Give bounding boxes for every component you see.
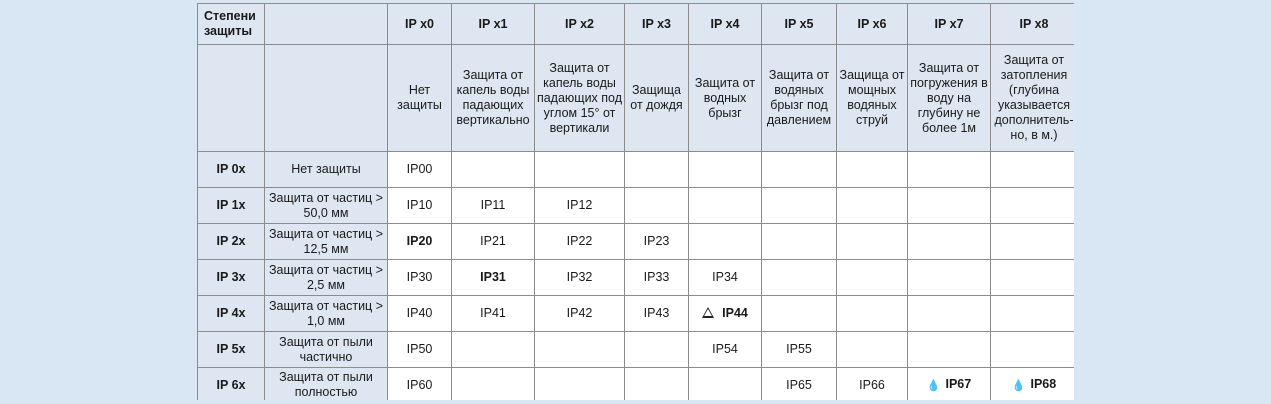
- col-desc-x8: Защита от затопления (глубина указывается дополнитель-но, в м.): [991, 45, 1075, 152]
- empty-cell: [535, 332, 625, 368]
- row-label: IP 5x: [198, 332, 265, 368]
- cell-ip23: IP23: [625, 224, 689, 260]
- header-row: [198, 4, 1075, 45]
- cell-ip31: IP31: [452, 260, 535, 296]
- table-row: [198, 260, 1075, 296]
- empty-cell: [625, 152, 689, 188]
- row-desc: Защита от пыли частично: [265, 332, 388, 368]
- cell-ip40: IP40: [388, 296, 452, 332]
- cell-ip60: IP60: [388, 368, 452, 401]
- empty-cell: [991, 332, 1075, 368]
- table-row: [198, 152, 1075, 188]
- table-row: [198, 332, 1075, 368]
- cell-ip34: IP34: [689, 260, 762, 296]
- empty-cell: [689, 188, 762, 224]
- col-desc-x0: Нет защиты: [388, 45, 452, 152]
- cell-ip68: [991, 368, 1075, 401]
- description-row: [198, 45, 1075, 152]
- row-label: IP 0x: [198, 152, 265, 188]
- row-desc: Защита от частиц > 12,5 мм: [265, 224, 388, 260]
- col-header-x4: IP x4: [689, 4, 762, 45]
- cell-ip67-label: IP67: [945, 376, 972, 391]
- row-label: IP 2x: [198, 224, 265, 260]
- empty-cell: [689, 224, 762, 260]
- table-row: [198, 224, 1075, 260]
- empty-cell: [762, 260, 837, 296]
- row-label: IP 4x: [198, 296, 265, 332]
- cell-ip11: IP11: [452, 188, 535, 224]
- cell-ip68-label: IP68: [1030, 376, 1057, 391]
- table-row: [198, 296, 1075, 332]
- empty-cell: [837, 224, 908, 260]
- ip-rating-table: [197, 3, 1074, 400]
- blank-header: [265, 4, 388, 45]
- blank-desc-1: [198, 45, 265, 152]
- cell-ip54: IP54: [689, 332, 762, 368]
- cell-ip44: [689, 296, 762, 332]
- empty-cell: [837, 296, 908, 332]
- cell-ip66: IP66: [837, 368, 908, 401]
- empty-cell: [762, 188, 837, 224]
- cell-ip20: IP20: [388, 224, 452, 260]
- col-header-x6: IP x6: [837, 4, 908, 45]
- cell-ip50: IP50: [388, 332, 452, 368]
- water-drops-icon: 💧: [1011, 379, 1025, 392]
- empty-cell: [991, 296, 1075, 332]
- col-header-x3: IP x3: [625, 4, 689, 45]
- cell-ip22: IP22: [535, 224, 625, 260]
- empty-cell: [837, 152, 908, 188]
- empty-cell: [837, 332, 908, 368]
- empty-cell: [689, 368, 762, 401]
- col-header-x5: IP x5: [762, 4, 837, 45]
- empty-cell: [908, 224, 991, 260]
- empty-cell: [991, 224, 1075, 260]
- cell-ip67: [908, 368, 991, 401]
- table-row: [198, 188, 1075, 224]
- table-row: [198, 368, 1075, 401]
- col-desc-x7: Защита от погружения в воду на глубину не более 1м: [908, 45, 991, 152]
- row-desc: Защита от пыли полностью: [265, 368, 388, 401]
- col-header-x2: IP x2: [535, 4, 625, 45]
- cell-ip65: IP65: [762, 368, 837, 401]
- empty-cell: [452, 152, 535, 188]
- cell-ip44-label: IP44: [722, 306, 748, 320]
- col-header-x7: IP x7: [908, 4, 991, 45]
- warning-triangle-icon: [702, 307, 714, 318]
- cell-ip21: IP21: [452, 224, 535, 260]
- col-desc-x5: Защита от водяных брызг под давлением: [762, 45, 837, 152]
- col-desc-x4: Защита от водных брызг: [689, 45, 762, 152]
- empty-cell: [689, 152, 762, 188]
- cell-ip12: IP12: [535, 188, 625, 224]
- col-desc-x2: Защита от капель воды падающих под углом 15° от вертикали: [535, 45, 625, 152]
- empty-cell: [837, 188, 908, 224]
- row-desc: Защита от частиц > 50,0 мм: [265, 188, 388, 224]
- col-desc-x1: Защита от капель воды падающих вертикально: [452, 45, 535, 152]
- ip-rating-table-frame: [197, 3, 1074, 400]
- empty-cell: [625, 188, 689, 224]
- row-label: IP 6x: [198, 368, 265, 401]
- empty-cell: [991, 260, 1075, 296]
- empty-cell: [535, 368, 625, 401]
- empty-cell: [762, 296, 837, 332]
- col-header-x0: IP x0: [388, 4, 452, 45]
- empty-cell: [762, 152, 837, 188]
- empty-cell: [908, 260, 991, 296]
- cell-ip41: IP41: [452, 296, 535, 332]
- water-drops-icon: 💧: [926, 379, 940, 392]
- cell-ip32: IP32: [535, 260, 625, 296]
- empty-cell: [908, 152, 991, 188]
- empty-cell: [625, 332, 689, 368]
- row-label: IP 3x: [198, 260, 265, 296]
- empty-cell: [908, 188, 991, 224]
- cell-ip00: IP00: [388, 152, 452, 188]
- blank-desc-2: [265, 45, 388, 152]
- col-desc-x3: Защищa от дождя: [625, 45, 689, 152]
- empty-cell: [991, 152, 1075, 188]
- empty-cell: [908, 332, 991, 368]
- cell-ip43: IP43: [625, 296, 689, 332]
- empty-cell: [908, 296, 991, 332]
- empty-cell: [991, 188, 1075, 224]
- empty-cell: [762, 224, 837, 260]
- empty-cell: [452, 368, 535, 401]
- corner-header: Степени защиты: [198, 4, 265, 45]
- cell-ip10: IP10: [388, 188, 452, 224]
- row-desc: Защита от частиц > 2,5 мм: [265, 260, 388, 296]
- empty-cell: [625, 368, 689, 401]
- col-header-x8: IP x8: [991, 4, 1075, 45]
- cell-ip55: IP55: [762, 332, 837, 368]
- col-header-x1: IP x1: [452, 4, 535, 45]
- row-desc: Нет защиты: [265, 152, 388, 188]
- empty-cell: [535, 152, 625, 188]
- cell-ip33: IP33: [625, 260, 689, 296]
- col-desc-x6: Защищa от мощных водяных струй: [837, 45, 908, 152]
- cell-ip30: IP30: [388, 260, 452, 296]
- cell-ip42: IP42: [535, 296, 625, 332]
- empty-cell: [837, 260, 908, 296]
- empty-cell: [452, 332, 535, 368]
- row-label: IP 1x: [198, 188, 265, 224]
- row-desc: Защита от частиц > 1,0 мм: [265, 296, 388, 332]
